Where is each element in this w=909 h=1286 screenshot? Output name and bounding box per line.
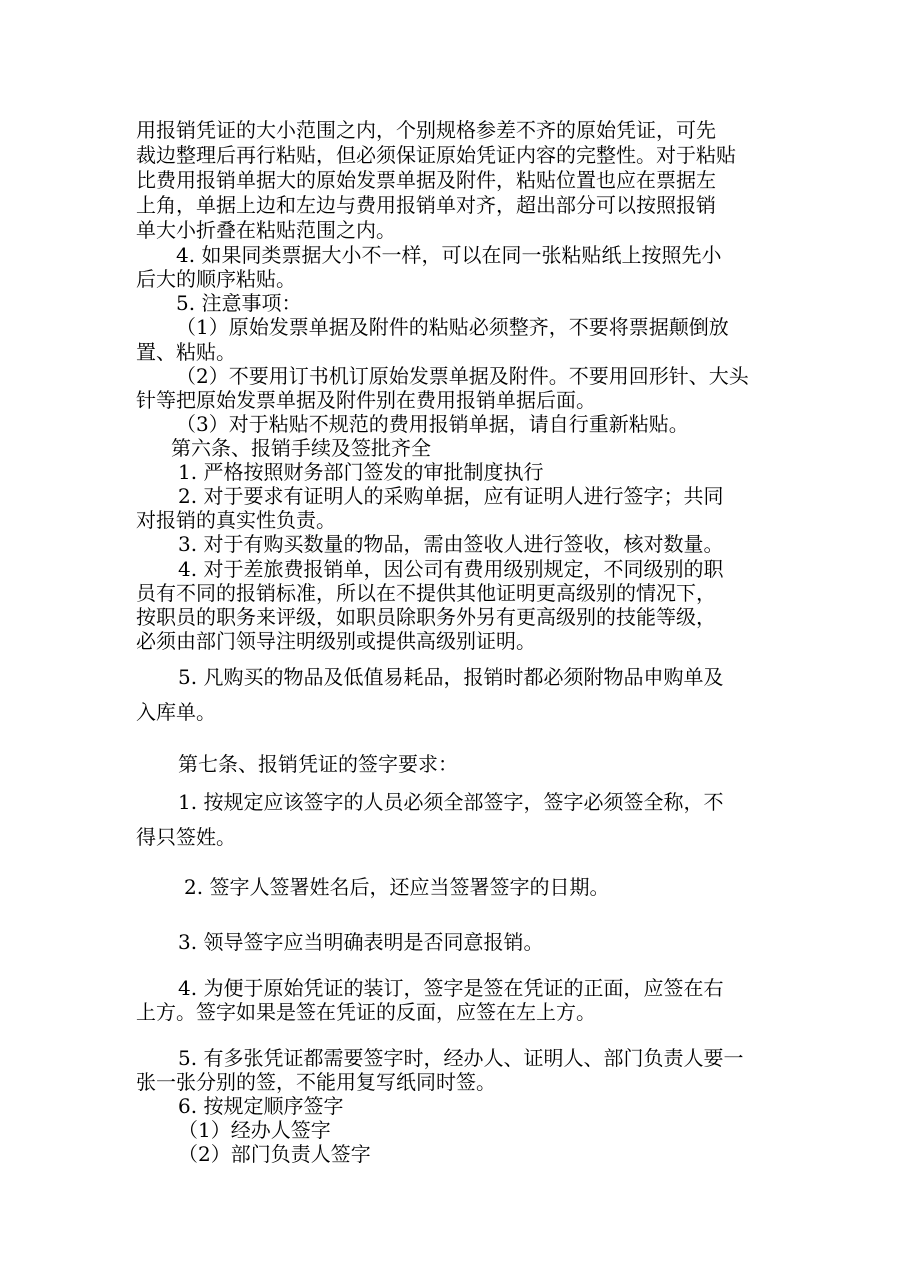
text-line: 5. 有多张凭证都需要签字时，经办人、证明人、部门负责人要一 — [178, 1046, 744, 1070]
text-line: 针等把原始发票单据及附件别在费用报销单据后面。 — [136, 388, 596, 412]
text-line: 裁边整理后再行粘贴，但必须保证原始凭证内容的完整性。对于粘贴 — [136, 143, 736, 167]
text-line: 5. 凡购买的物品及低值易耗品，报销时都必须附物品申购单及 — [178, 665, 724, 689]
text-line: 置、粘贴。 — [136, 340, 236, 364]
text-line: 后大的顺序粘贴。 — [136, 267, 296, 291]
text-line: 4. 为便于原始凭证的装订，签字是签在凭证的正面，应签在右 — [178, 976, 724, 1000]
text-line: 单大小折叠在粘贴范围之内。 — [136, 218, 396, 242]
text-line: （2）不要用订书机订原始发票单据及附件。不要用回形针、大头 — [176, 364, 749, 388]
text-line: 6. 按规定顺序签字 — [178, 1094, 344, 1118]
text-line: 必须由部门领导注明级别或提供高级别证明。 — [136, 629, 536, 653]
text-line: （1）经办人签字 — [178, 1118, 331, 1142]
text-line: 得只签姓。 — [136, 825, 236, 849]
text-line: 入库单。 — [136, 700, 216, 724]
text-line: 用报销凭证的大小范围之内，个别规格参差不齐的原始凭证，可先 — [136, 118, 716, 142]
text-line: （1）原始发票单据及附件的粘贴必须整齐，不要将票据颠倒放 — [176, 315, 729, 339]
text-line: 上方。签字如果是签在凭证的反面，应签在左上方。 — [136, 1000, 596, 1024]
text-line: 2. 签字人签署姓名后，还应当签署签字的日期。 — [184, 875, 610, 899]
text-line: 2. 对于要求有证明人的采购单据，应有证明人进行签字；共同 — [178, 484, 724, 508]
text-line: （2）部门负责人签字 — [178, 1142, 371, 1166]
text-line: 4. 如果同类票据大小不一样，可以在同一张粘贴纸上按照先小 — [176, 243, 722, 267]
text-line: 按职员的职务来评级，如职员除职务外另有更高级别的技能等级， — [136, 605, 716, 629]
text-line: 3. 领导签字应当明确表明是否同意报销。 — [178, 930, 544, 954]
text-line: 张一张分别的签，不能用复写纸同时签。 — [136, 1070, 496, 1094]
text-line: 5. 注意事项： — [176, 291, 302, 315]
text-line: 1. 严格按照财务部门签发的审批制度执行 — [178, 460, 544, 484]
text-line: 员有不同的报销标准，所以在不提供其他证明更高级别的情况下， — [136, 581, 716, 605]
text-line: 上角，单据上边和左边与费用报销单对齐，超出部分可以按照报销 — [136, 193, 716, 217]
section-heading: 第七条、报销凭证的签字要求： — [178, 752, 458, 776]
text-line: 4. 对于差旅费报销单，因公司有费用级别规定，不同级别的职 — [178, 557, 724, 581]
text-line: （3）对于粘贴不规范的费用报销单据，请自行重新粘贴。 — [176, 412, 689, 436]
text-line: 1. 按规定应该签字的人员必须全部签字，签字必须签全称，不 — [178, 790, 724, 814]
text-line: 比费用报销单据大的原始发票单据及附件，粘贴位置也应在票据左 — [136, 168, 716, 192]
section-heading: 第六条、报销手续及签批齐全 — [171, 436, 431, 460]
text-line: 对报销的真实性负责。 — [136, 508, 336, 532]
text-line: 3. 对于有购买数量的物品，需由签收人进行签收，核对数量。 — [178, 532, 724, 556]
